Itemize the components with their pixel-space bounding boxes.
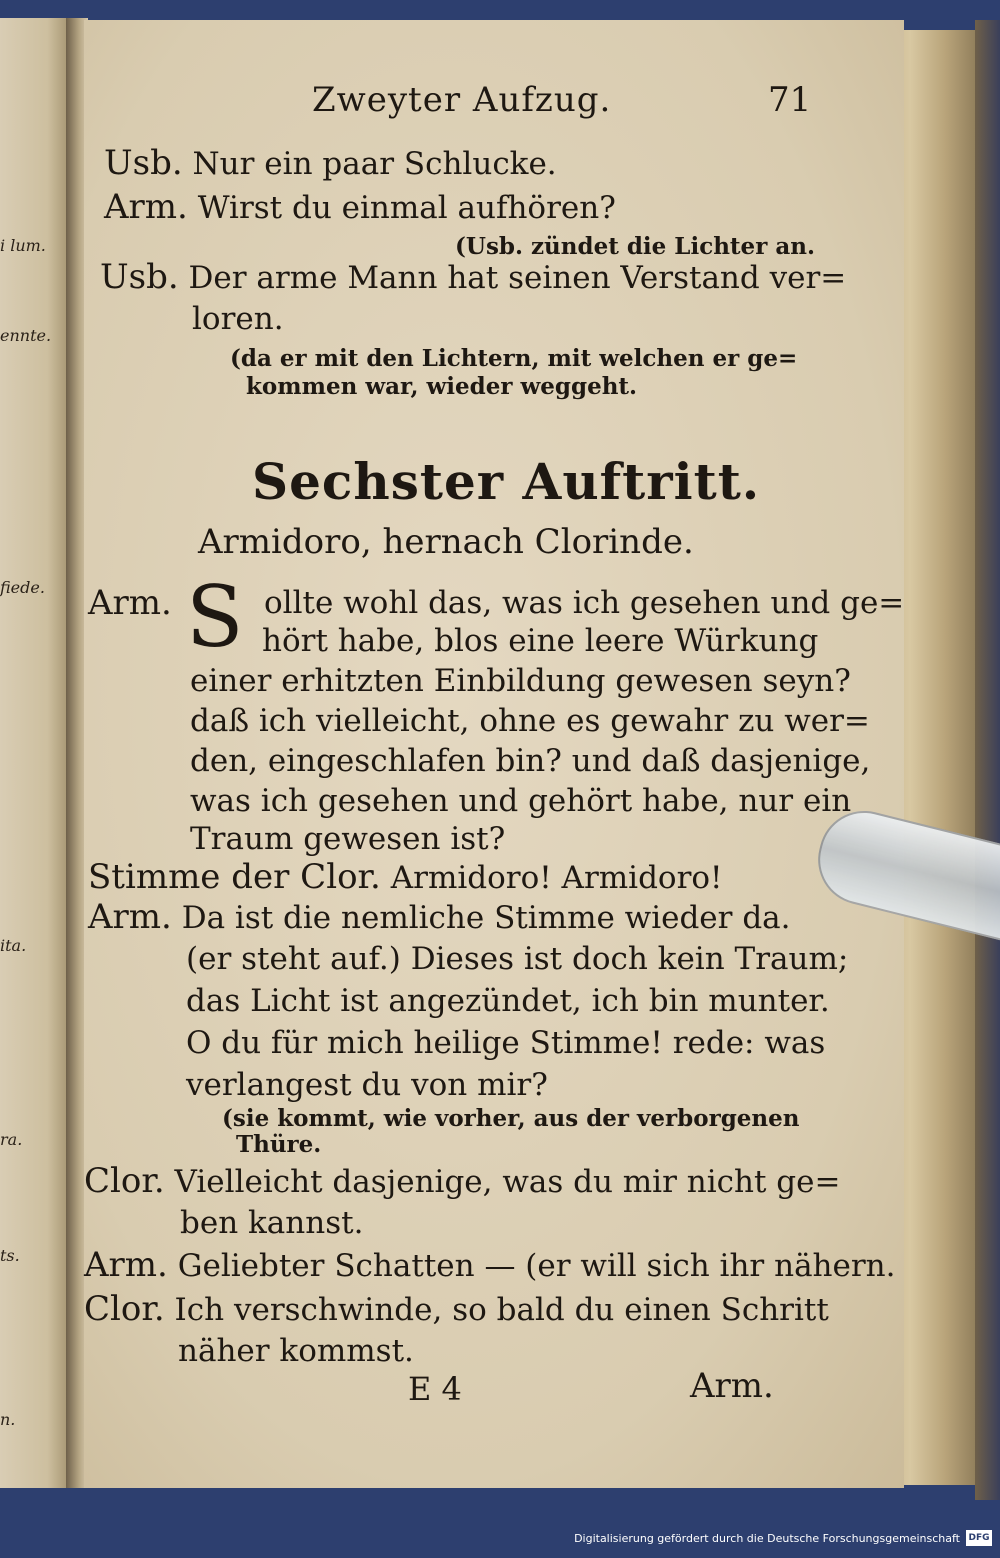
- dialogue-line: [88, 858, 723, 897]
- dialogue-line: den, eingeschlafen bin? und daß dasjenige,: [190, 743, 871, 779]
- dialogue-line: [100, 258, 846, 297]
- line-text: Armidoro! Armidoro!: [390, 860, 723, 896]
- drop-cap: S: [186, 568, 244, 666]
- book-cover-edge: [975, 20, 1000, 1500]
- margin-fragment: ita.: [0, 936, 27, 955]
- dialogue-line: (er steht auf.) Dieses ist doch kein Traum;: [186, 941, 849, 977]
- speaker: Clor.: [84, 1161, 165, 1201]
- margin-fragment: ra.: [0, 1130, 23, 1149]
- dialogue-line: näher kommst.: [178, 1333, 414, 1369]
- line-text: Der arme Mann hat seinen Verstand ver=: [188, 260, 847, 296]
- scene-title: Sechster Auftritt.: [252, 452, 761, 511]
- dialogue-line: einer erhitzten Einbildung gewesen seyn?: [190, 663, 851, 699]
- dialogue-line: das Licht ist angezündet, ich bin munter.: [186, 983, 830, 1019]
- dialogue-line: [84, 1162, 840, 1201]
- line-text: Ich verschwinde, so bald du einen Schritt: [174, 1292, 829, 1328]
- speaker: Arm.: [84, 1245, 168, 1285]
- dialogue-line: [104, 144, 557, 183]
- dialogue-line: hört habe, blos eine leere Würkung: [262, 623, 819, 659]
- speaker: Arm.: [104, 187, 188, 227]
- dialogue-line: [104, 188, 616, 227]
- dialogue-line: Traum gewesen ist?: [190, 821, 506, 857]
- margin-fragment: ennte.: [0, 326, 52, 345]
- speaker-label: [88, 584, 172, 623]
- speaker: Usb.: [100, 257, 179, 297]
- footer-credit: Digitalisierung gefördert durch die Deutsche Forschungsgemeinschaft: [574, 1532, 960, 1545]
- dialogue-line: ollte wohl das, was ich gesehen und ge=: [264, 585, 905, 621]
- stage-direction: Thüre.: [236, 1131, 322, 1158]
- speaker: Clor.: [84, 1289, 165, 1329]
- dialogue-line: was ich gesehen und gehört habe, nur ein: [190, 783, 852, 819]
- margin-fragment: i lum.: [0, 236, 46, 255]
- stage-direction: (da er mit den Lichtern, mit welchen er ge=: [230, 345, 798, 372]
- margin-fragment: fiede.: [0, 578, 45, 597]
- line-text: Wirst du einmal aufhören?: [197, 190, 616, 226]
- stage-direction: (Usb. zündet die Lichter an.: [455, 233, 815, 260]
- dialogue-line: ben kannst.: [180, 1205, 364, 1241]
- dialogue-line: [84, 1290, 829, 1329]
- dialogue-line: daß ich vielleicht, ohne es gewahr zu wer=: [190, 703, 870, 739]
- dialogue-line: O du für mich heilige Stimme! rede: was: [186, 1025, 826, 1061]
- facing-page-edge: [0, 18, 68, 1488]
- catchword: Arm.: [690, 1366, 774, 1406]
- signature-mark: E 4: [408, 1370, 462, 1408]
- dialogue-line: loren.: [192, 301, 284, 337]
- dialogue-line: [88, 898, 791, 937]
- footer-bar: [0, 1520, 1000, 1558]
- margin-fragment: n.: [0, 1410, 16, 1429]
- dialogue-line: verlangest du von mir?: [186, 1067, 548, 1103]
- page-number: 71: [768, 80, 812, 120]
- speaker: Arm.: [88, 583, 172, 623]
- line-text: Vielleicht dasjenige, was du mir nicht ge=: [174, 1164, 841, 1200]
- dialogue-line: [84, 1246, 896, 1285]
- running-head: Zweyter Aufzug.: [312, 80, 612, 120]
- dfg-logo-icon: DFG: [966, 1530, 992, 1546]
- speaker: Arm.: [88, 897, 172, 937]
- line-text: Da ist die nemliche Stimme wieder da.: [181, 900, 791, 936]
- scene-characters: Armidoro, hernach Clorinde.: [198, 522, 694, 562]
- line-text: Nur ein paar Schlucke.: [192, 146, 557, 182]
- speaker: Usb.: [104, 143, 183, 183]
- speaker: Stimme der Clor.: [88, 857, 381, 897]
- line-text: Geliebter Schatten — (er will sich ihr nähern.: [177, 1248, 896, 1284]
- stage-direction: (sie kommt, wie vorher, aus der verborgenen: [222, 1105, 800, 1132]
- margin-fragment: ts.: [0, 1246, 20, 1265]
- stage-direction: kommen war, wieder weggeht.: [246, 373, 638, 400]
